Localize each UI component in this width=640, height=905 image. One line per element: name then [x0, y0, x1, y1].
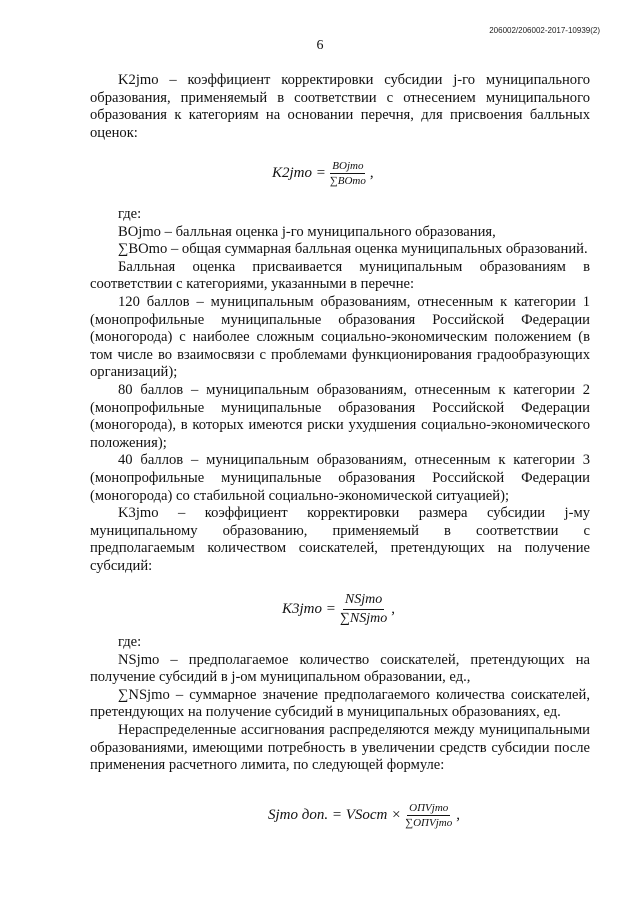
k2-definition: K2jmo – коэффициент корректировки субсидии j-го муниципального образования, применяемый в соответствии с отнесением муниципального образования к категориям на основании перечня, для присвоения балльных оценок: [90, 72, 590, 141]
category-1-text: 120 баллов – муниципальным образованиям, отнесенным к категории 1 (монопрофильные муниципальные образования Российской Федерации (моногорода) с наиболее сложным социально-экономическим положением (в том числе во взаимосвязи с проблемами функционирования градообразующих организаций); [90, 293, 590, 381]
redistribution-text: Нераспределенные ассигнования распределяются между муниципальными образованиями, имеющими потребность в увеличении средств субсидии после применения расчетного лимита, по следующей формуле: [90, 721, 590, 774]
formula-k2 [272, 160, 374, 187]
formula-k2-denominator: ∑BOmo [329, 175, 366, 187]
formula-sjmo-numerator: ОПVjmo [409, 802, 449, 814]
page-number: 6 [316, 38, 324, 53]
formula-sjmo-denominator: ∑ОПVjmo [405, 817, 453, 829]
k3-definition: K3jmo – коэффициент корректировки размера субсидии j-му муниципальному образованию, применяемый в соответствии с предполагаемым количеством соискателей, претендующих на получение субсидий: [90, 505, 590, 574]
bo-definition: BOjmo – балльная оценка j-го муниципального образования, [118, 223, 496, 240]
ns-definition: NSjmo – предполагаемое количество соискателей, претендующих на получение субсидий в j-ом муниципальном образовании, ед., [90, 651, 590, 686]
formula-k3-numerator: NSjmo [343, 592, 384, 610]
formula-sjmo-fraction [405, 802, 452, 829]
formula-k3-fraction [340, 592, 387, 627]
text-block-2 [90, 206, 590, 575]
formula-sjmo [268, 802, 460, 829]
formula-k2-lhs: K2jmo = [272, 165, 326, 181]
text-block-3 [90, 634, 590, 775]
sum-ns-definition: ∑NSjmo – суммарное значение предполагаемого количества соискателей, претендующих на получение субсидий в муниципальных образованиях, ед. [90, 686, 590, 721]
category-3-text: 40 баллов – муниципальным образованиям, отнесенным к категории 3 (монопрофильные муниципальные образования Российской Федерации (моногорода) со стабильной социально-экономической ситуацией); [90, 452, 590, 504]
category-2-text: 80 баллов – муниципальным образованиям, отнесенным к категории 2 (монопрофильные муниципальные образования Российской Федерации (моногорода), в которых имеются риски ухудшения социально-экономического положения); [90, 381, 590, 451]
formula-k3 [282, 592, 395, 627]
text-block-1 [90, 72, 590, 142]
formula-k3-tail: , [391, 601, 395, 617]
formula-k3-denominator: ∑NSjmo [339, 611, 388, 626]
formula-k2-fraction [330, 160, 366, 187]
formula-k2-tail: , [369, 165, 374, 181]
formula-sjmo-tail: , [456, 807, 460, 823]
document-id: 206002/206002-2017-10939(2) [489, 26, 600, 35]
formula-k2-numerator: BOjmo [332, 160, 364, 172]
where-label-2: где: [118, 634, 142, 650]
sum-bo-definition: ∑BOmo – общая суммарная балльная оценка муниципальных образований. [118, 241, 588, 258]
formula-k3-lhs: K3jmo = [282, 601, 336, 617]
where-label-1: где: [118, 206, 142, 222]
assignment-text: Балльная оценка присваивается муниципальным образованиям в соответствии с категориями, указанными в перечне: [90, 258, 590, 293]
formula-sjmo-lhs: Sjmo доп. = VSост × [268, 807, 402, 823]
